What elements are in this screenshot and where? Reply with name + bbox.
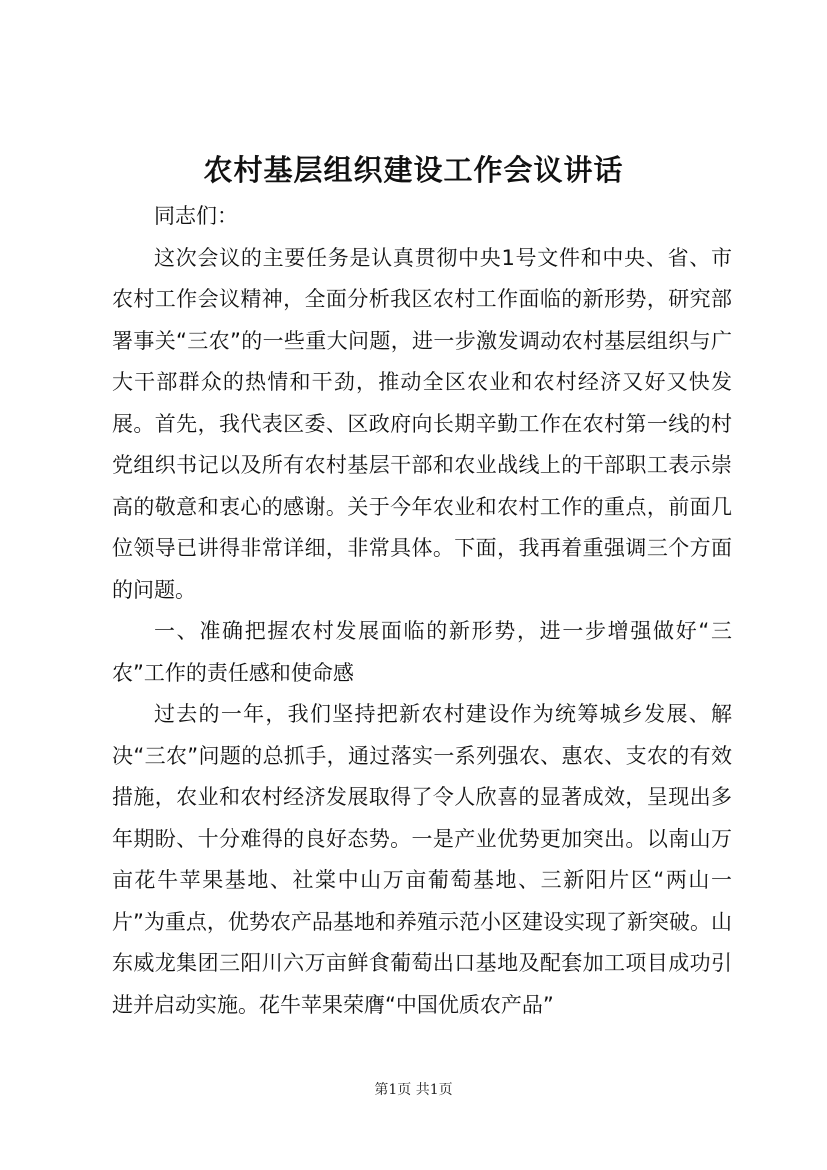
paragraph-intro: 这次会议的主要任务是认真贯彻中央1号文件和中央、省、市农村工作会议精神，全面分析我区农村工作面临的新形势，研究部署事关“三农”的一些重大问题，进一步激发调动农村基层组织与广大干部群众的热情和干劲，推动全区农业和农村经济又好又快发展。首先，我代表区委、区政府向长期辛勤工作在农村第一线的村党组织书记以及所有农村基层干部和农业战线上的干部职工表示崇高的敬意和衷心的感谢。关于今年农业和农村工作的重点，前面几位领导已讲得非常详细，非常具体。下面，我再着重强调三个方面的问题。 <box>112 245 732 602</box>
salutation: 同志们： <box>154 204 238 228</box>
paragraph-review: 过去的一年，我们坚持把新农村建设作为统筹城乡发展、解决“三农”问题的总抓手，通过落实一系列强农、惠农、支农的有效措施，农业和农村经济发展取得了令人欣喜的显著成效，呈现出多年期盼、十分难得的良好态势。一是产业优势更加突出。以南山万亩花牛苹果基地、社棠中山万亩葡萄基地、三新阳片区“两山一片”为重点，优势农产品基地和养殖示范小区建设实现了新突破。山东威龙集团三阳川六万亩鲜食葡萄出口基地及配套加工项目成功引进并启动实施。花牛苹果荣膺“中国优质农产品” <box>112 702 732 1017</box>
document-title: 农村基层组织建设工作会议讲话 <box>203 153 624 187</box>
section-heading-1: 一、准确把握农村发展面临的新形势，进一步增强做好“三农”工作的责任感和使命感 <box>112 619 732 685</box>
page-number-footer: 第1页 共1页 <box>374 1082 453 1098</box>
document-body <box>112 196 732 1026</box>
